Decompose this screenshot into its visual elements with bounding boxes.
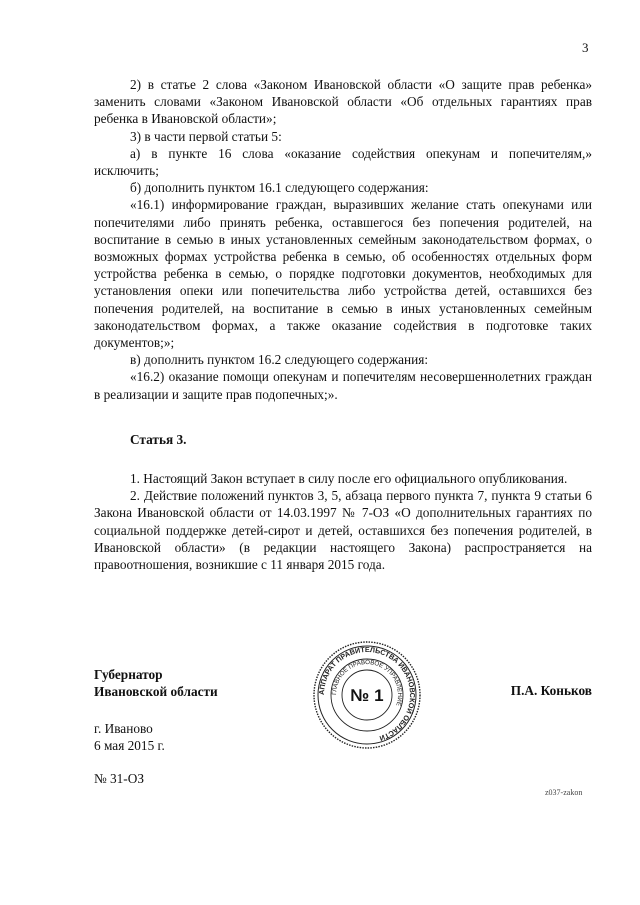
- paragraph: «16.2) оказание помощи опекунам и попечителям несовершеннолетних граждан в реализации и защите прав подопечных;».: [94, 369, 592, 402]
- seal-number: № 1: [350, 686, 384, 705]
- paragraph: 3) в части первой статьи 5:: [130, 128, 282, 144]
- seal-inner-text: ГЛАВНОЕ ПРАВОВОЕ УПРАВЛЕНИЕ: [330, 658, 404, 707]
- signature-title-line1: Губернатор: [94, 667, 163, 682]
- document-body: [94, 76, 592, 573]
- page-number: 3: [582, 40, 589, 55]
- paragraph: «16.1) информирование граждан, выразивших желание стать опекунами или попечителями либо принять ребенка, оставшегося без попечения родителей, на воспитание в семью в иных установленных семейным законодательством формах, о возможных формах устройства ребенка в семью, об особенностях отдельных форм устройства ребенка в семью, о порядке подготовки документов, необходимых для установления опеки или попечительства либо устройства детей, оставшихся без попечения родителей, на воспитание в семью в иных установленных семейным законодательством формах, а также оказание содействия в подготовке таких документов;»;: [94, 197, 592, 351]
- signature-title: [94, 666, 218, 700]
- paragraph: в) дополнить пунктом 16.2 следующего содержания:: [130, 352, 429, 368]
- place: г. Иваново: [94, 721, 153, 736]
- signature-name: П.А. Коньков: [510, 683, 592, 698]
- seal-ring-text: АППАРАТ ПРАВИТЕЛЬСТВА ИВАНОВСКОЙ ОБЛАСТИ: [316, 644, 418, 743]
- article-heading: Статья 3.: [130, 431, 187, 447]
- place-and-date: [94, 720, 165, 754]
- article-paragraph: 2. Действие положений пунктов 3, 5, абзаца первого пункта 7, пункта 9 статьи 6 Закона Ивановской области от 14.03.1997 № 7-ОЗ «О дополнительных гарантиях по социальной поддержке детей-сирот и детей, оставшихся без попечения родителей, в Ивановской области» (в редакции настоящего Закона) распространяется на правоотношения, возникшие с 11 января 2015 года.: [94, 488, 592, 573]
- paragraph: 2) в статье 2 слова «Законом Ивановской области «О защите прав ребенка» заменить словами «Законом Ивановской области «Об отдельных гарантиях прав ребенка в Ивановской области»;: [94, 77, 592, 127]
- date: 6 мая 2015 г.: [94, 738, 165, 754]
- official-seal: [312, 640, 422, 750]
- article-paragraph: 1. Настоящий Закон вступает в силу после его официального опубликования.: [130, 471, 568, 487]
- footer-code: z037-zakon: [545, 788, 583, 797]
- paragraph: а) в пункте 16 слова «оказание содействия опекунам и попечителям,» исключить;: [94, 145, 592, 179]
- signature-title-line2: Ивановской области: [94, 684, 218, 700]
- law-number: № 31-ОЗ: [94, 771, 144, 786]
- paragraph: б) дополнить пунктом 16.1 следующего содержания:: [130, 180, 429, 196]
